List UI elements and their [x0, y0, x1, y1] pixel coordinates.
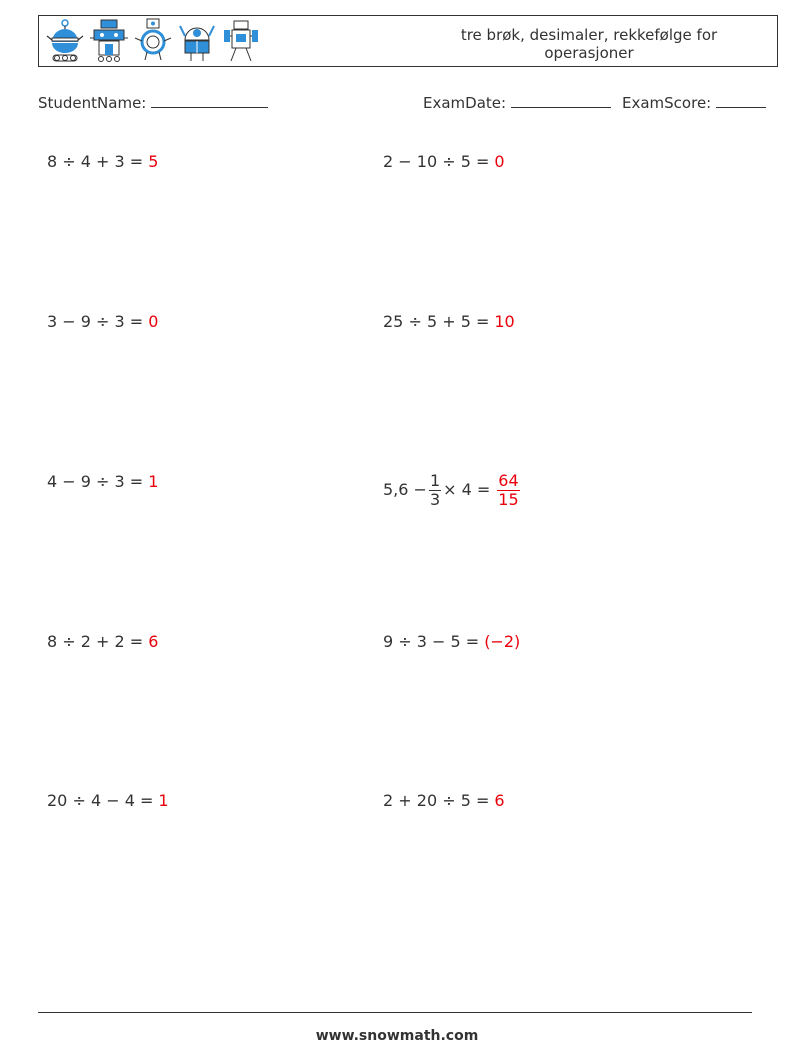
exam-score-label: ExamScore:	[622, 94, 712, 112]
problem-answer: 1	[148, 472, 159, 491]
fraction-numerator: 1	[429, 470, 441, 490]
student-name-field[interactable]	[38, 93, 268, 112]
footer-site-link[interactable]: www.snowmath.com	[315, 1028, 479, 1044]
problem-answer: 1	[158, 791, 169, 810]
problem-expression: 4 − 9 ÷ 3 =	[47, 472, 144, 491]
worksheet-header	[38, 15, 778, 67]
problem-7	[47, 630, 158, 654]
exam-date-label: ExamDate:	[423, 94, 507, 112]
problem-expression: 8 ÷ 4 + 3 =	[47, 152, 144, 171]
problem-answer: 0	[148, 312, 159, 331]
problem-expression: 9 ÷ 3 − 5 =	[383, 632, 480, 651]
problem-answer: 0	[494, 152, 505, 171]
robot-icons	[45, 18, 261, 64]
problem-answer: 5	[148, 152, 159, 171]
robot-3-icon	[133, 18, 173, 64]
problem-answer: (−2)	[484, 632, 521, 651]
student-name-label: StudentName:	[38, 94, 147, 112]
answer-numerator: 64	[498, 470, 519, 490]
exam-score-blank[interactable]	[716, 93, 766, 108]
fraction	[429, 472, 441, 509]
robot-5-icon	[221, 18, 261, 64]
problem-8	[383, 630, 520, 654]
problem-expression: 8 ÷ 2 + 2 =	[47, 632, 144, 651]
problem-6	[383, 470, 522, 509]
problem-expression-pre: 5,6 −	[383, 480, 427, 499]
problem-9	[47, 789, 169, 813]
problem-answer	[497, 472, 519, 509]
problem-expression: 25 ÷ 5 + 5 =	[383, 312, 490, 331]
robot-2-icon	[89, 18, 129, 64]
answer-denominator: 15	[498, 489, 519, 509]
problem-2	[383, 150, 505, 174]
problem-1	[47, 150, 158, 174]
problem-answer: 10	[494, 312, 515, 331]
problem-10	[383, 789, 505, 813]
fraction-denominator: 3	[429, 489, 441, 509]
robot-1-icon	[45, 18, 85, 64]
exam-score-field[interactable]	[622, 93, 766, 112]
student-name-blank[interactable]	[151, 93, 268, 108]
problem-answer: 6	[148, 632, 159, 651]
problem-expression: 2 − 10 ÷ 5 =	[383, 152, 490, 171]
exam-date-blank[interactable]	[511, 93, 611, 108]
footer-divider	[38, 1012, 752, 1013]
problem-answer: 6	[494, 791, 505, 810]
problem-5	[47, 470, 158, 494]
problem-expression-post: × 4 =	[443, 480, 491, 499]
problem-expression: 20 ÷ 4 − 4 =	[47, 791, 154, 810]
problem-3	[47, 310, 158, 334]
problem-expression: 2 + 20 ÷ 5 =	[383, 791, 490, 810]
exam-date-field[interactable]	[423, 93, 611, 112]
worksheet-title: tre brøk, desimaler, rekkefølge for operasjoner	[460, 26, 718, 62]
problem-4	[383, 310, 515, 334]
problem-expression: 3 − 9 ÷ 3 =	[47, 312, 144, 331]
robot-4-icon	[177, 18, 217, 64]
